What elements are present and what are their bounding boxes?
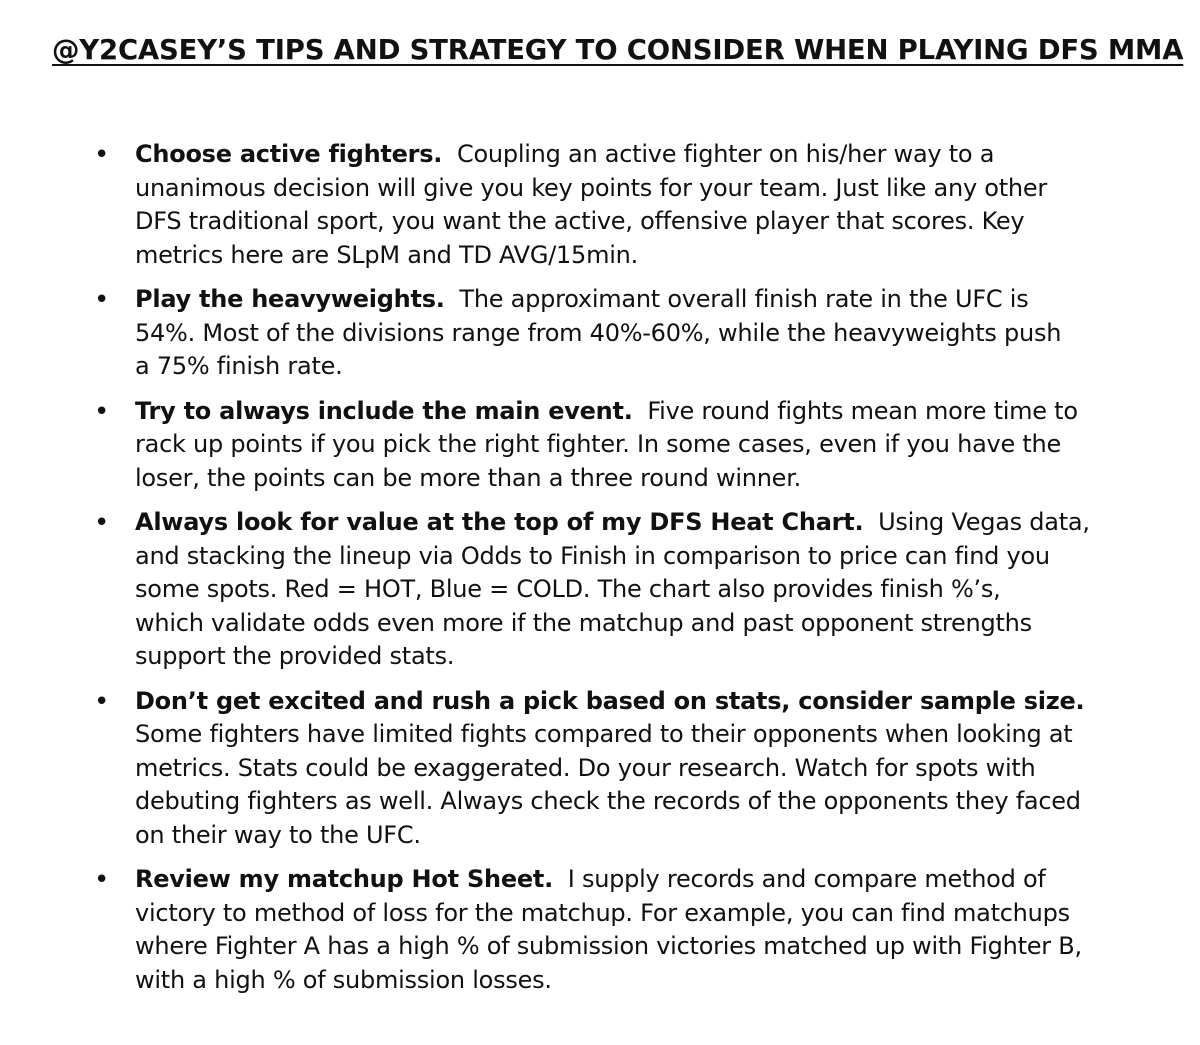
bullet-icon: •	[94, 508, 110, 538]
tips-list	[92, 138, 1152, 1008]
tip-lead: Always look for value at the top of my DFS Heat Chart.	[135, 508, 864, 536]
tip-text-line: a 75% finish rate.	[135, 352, 343, 380]
tip-text-line: some spots. Red = HOT, Blue = COLD. The chart also provides finish %’s,	[135, 575, 1001, 603]
tip-text: The approximant overall finish rate in the UFC is	[459, 285, 1029, 313]
tip-text-line: loser, the points can be more than a three round winner.	[135, 463, 801, 492]
tip-first-line	[135, 395, 1152, 429]
tip-item-active-fighters	[92, 138, 1152, 272]
tip-lead: Choose active fighters.	[135, 140, 443, 168]
tip-text-line: victory to method of loss for the matchup. For example, you can find matchups	[135, 898, 1070, 927]
tip-first-line	[135, 283, 1152, 317]
tip-text: Coupling an active fighter on his/her way to a	[456, 140, 995, 168]
tip-text-line: which validate odds even more if the matchup and past opponent strengths	[135, 608, 1032, 637]
tip-lead: Try to always include the main event.	[135, 396, 633, 425]
tip-text-line: on their way to the UFC.	[135, 820, 421, 849]
tip-first-line	[135, 138, 1152, 172]
tip-item-main-event	[92, 395, 1152, 496]
bullet-icon: •	[94, 140, 110, 170]
tip-text: I supply records and compare method of	[567, 865, 1046, 893]
tip-item-heavyweights	[92, 283, 1152, 384]
tip-text-line: and stacking the lineup via Odds to Finish in comparison to price can find you	[135, 541, 1050, 570]
tip-text-line: support the provided stats.	[135, 642, 455, 670]
bullet-icon: •	[94, 865, 110, 895]
tip-text-line: where Fighter A has a high % of submission victories matched up with Fighter B,	[135, 932, 1082, 960]
tip-lead: Play the heavyweights.	[135, 285, 445, 313]
tip-text-line: rack up points if you pick the right fighter. In some cases, even if you have the	[135, 430, 1062, 458]
tip-text-line: with a high % of submission losses.	[135, 965, 552, 994]
tip-first-line	[135, 685, 1152, 719]
tip-item-heat-chart	[92, 506, 1152, 674]
tip-lead: Review my matchup Hot Sheet.	[135, 865, 553, 893]
bullet-icon: •	[94, 396, 110, 427]
tip-text-line: metrics. Stats could be exaggerated. Do your research. Watch for spots with	[135, 753, 1036, 782]
tip-lead: Don’t get excited and rush a pick based on stats, consider sample size.	[135, 686, 1085, 715]
tip-text-line: DFS traditional sport, you want the active, offensive player that scores. Key	[135, 207, 1025, 235]
bullet-icon: •	[94, 285, 110, 315]
tip-text-line: 54%. Most of the divisions range from 40%-60%, while the heavyweights push	[135, 318, 1062, 347]
bullet-icon: •	[94, 686, 110, 717]
page-title: @Y2CASEY’S TIPS AND STRATEGY TO CONSIDER WHEN PLAYING DFS MMA	[52, 34, 1184, 66]
tip-text-line: Some fighters have limited fights compared to their opponents when looking at	[135, 720, 1073, 748]
tip-text-line: debuting fighters as well. Always check the records of the opponents they faced	[135, 787, 1081, 815]
tip-text: Using Vegas data,	[878, 508, 1090, 536]
tip-text-line: unanimous decision will give you key points for your team. Just like any other	[135, 173, 1047, 202]
tip-text: Five round fights mean more time to	[647, 396, 1078, 425]
tip-first-line	[135, 506, 1152, 540]
tip-first-line	[135, 863, 1152, 897]
tip-item-hot-sheet	[92, 863, 1152, 997]
tip-text-line: metrics here are SLpM and TD AVG/15min.	[135, 240, 638, 269]
tip-item-sample-size	[92, 685, 1152, 853]
